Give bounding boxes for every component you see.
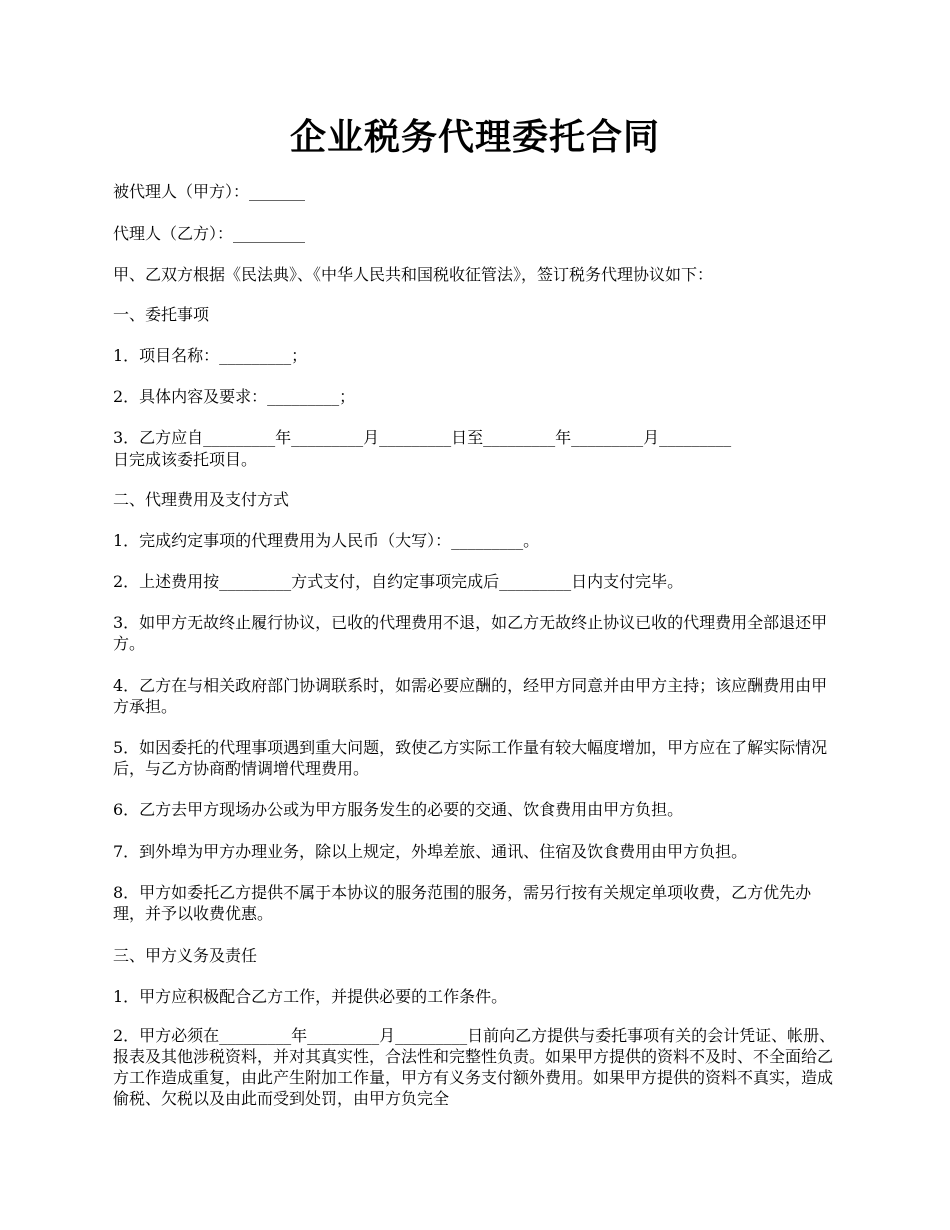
s2-item-4: 4．乙方在与相关政府部门协调联系时，如需必要应酬的，经甲方同意并由甲方主持；该应酬费用由甲方承担。 [113, 676, 828, 716]
s2-item-1: 1．完成约定事项的代理费用为人民币（大写）：_________。 [113, 531, 540, 550]
section-1-heading: 一、委托事项 [113, 305, 210, 324]
s2-item-2: 2．上述费用按_________方式支付，自约定事项完成后_________日内支付完毕。 [113, 572, 684, 591]
s1-item-3-line-2: 日完成该委托项目。 [113, 450, 258, 469]
intro-paragraph: 甲、乙双方根据《民法典》、《中华人民共和国税收征管法》，签订税务代理协议如下： [113, 265, 714, 284]
party-a-line: 被代理人（甲方）：_______ [113, 182, 306, 201]
s1-item-3-line-1: 3．乙方应自_________年_________月_________日至_________年_________月_________ [113, 428, 732, 447]
section-3-heading: 三、甲方义务及责任 [113, 946, 258, 965]
document-title: 企业税务代理委托合同 [289, 116, 660, 158]
s1-item-1: 1．项目名称：_________； [113, 346, 308, 365]
s1-item-2: 2．具体内容及要求：_________； [113, 387, 356, 406]
s2-item-8: 8．甲方如委托乙方提供不属于本协议的服务范围的服务，需另行按有关规定单项收费，乙方优先办理，并予以收费优惠。 [113, 883, 812, 923]
s2-item-5: 5．如因委托的代理事项遇到重大问题，致使乙方实际工作量有较大幅度增加，甲方应在了解实际情况后，与乙方协商酌情调增代理费用。 [113, 738, 828, 778]
s2-item-7: 7．到外埠为甲方办理业务，除以上规定，外埠差旅、通讯、住宿及饮食费用由甲方负担。 [113, 842, 748, 861]
section-2-heading: 二、代理费用及支付方式 [113, 490, 290, 509]
s2-item-3: 3．如甲方无故终止履行协议，已收的代理费用不退，如乙方无故终止协议已收的代理费用全部退还甲方。 [113, 613, 828, 653]
s3-item-1: 1．甲方应积极配合乙方工作，并提供必要的工作条件。 [113, 987, 508, 1006]
party-b-line: 代理人（乙方）：_________ [113, 224, 306, 243]
s3-item-2: 2．甲方必须在_________年_________月_________日前向乙方提供与委托事项有关的会计凭证、帐册、报表及其他涉税资料，并对其真实性，合法性和完整性负责。如果甲方提供的资料不及时、不全面给乙方工作造成重复，由此产生附加工作量，甲方有义务支付额外费用。如果甲方提供的资料不真实，造成偷税、欠税以及由此而受到处罚，由甲方负完全 [113, 1026, 836, 1108]
s2-item-6: 6．乙方去甲方现场办公或为甲方服务发生的必要的交通、饮食费用由甲方负担。 [113, 800, 684, 819]
